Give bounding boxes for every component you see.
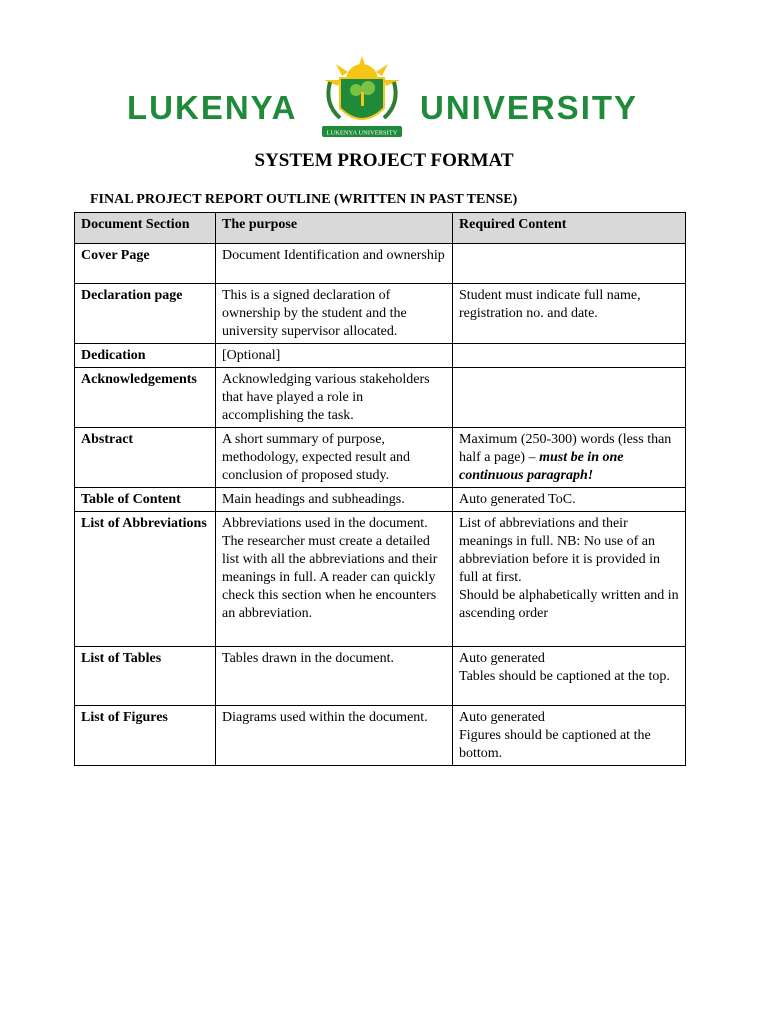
row-section: Declaration page: [75, 284, 216, 344]
row-required-content: [453, 368, 686, 428]
row-section: List of Figures: [75, 706, 216, 766]
row-section: List of Abbreviations: [75, 512, 216, 647]
row-purpose: Abbreviations used in the document. The researcher must create a detailed list with all the abbreviations and their meanings in full. A reader can quickly check this section when he encounters an abbreviation.: [216, 512, 453, 647]
row-required-content: [453, 284, 686, 344]
row-purpose: Main headings and subheadings.: [216, 488, 453, 512]
table-row: [75, 428, 686, 488]
outline-table: [74, 212, 686, 766]
required-content-text: Student must indicate full name, registration no. and date.: [459, 288, 641, 321]
required-content-emphasis: must be in one continuous paragraph!: [459, 450, 624, 483]
row-required-content: [453, 244, 686, 284]
row-purpose: Acknowledging various stakeholders that have played a role in accomplishing the task.: [216, 368, 453, 428]
logo-left-word: LUKENYA: [127, 89, 298, 126]
page-title: SYSTEM PROJECT FORMAT: [254, 150, 514, 171]
required-content-text: Auto generated ToC.: [459, 492, 576, 507]
table-row: [75, 244, 686, 284]
row-purpose: Document Identification and ownership: [216, 244, 453, 284]
row-required-content: [453, 344, 686, 368]
header-purpose: The purpose: [216, 213, 453, 244]
logo-right-word: UNIVERSITY: [420, 89, 639, 126]
required-content-text: Auto generated Figures should be captioned at the bottom.: [459, 710, 651, 761]
table-row: [75, 706, 686, 766]
row-section: Table of Content: [75, 488, 216, 512]
table-row: [75, 647, 686, 706]
table-row: [75, 512, 686, 647]
row-purpose: Tables drawn in the document.: [216, 647, 453, 706]
row-required-content: [453, 428, 686, 488]
row-required-content: [453, 706, 686, 766]
row-required-content: [453, 512, 686, 647]
row-required-content: [453, 488, 686, 512]
header-required-content: Required Content: [453, 213, 686, 244]
row-purpose: A short summary of purpose, methodology, expected result and conclusion of proposed study.: [216, 428, 453, 488]
row-section: Acknowledgements: [75, 368, 216, 428]
table-row: [75, 344, 686, 368]
crest-ribbon-text: LUKENYA UNIVERSITY: [326, 129, 398, 137]
row-section: Dedication: [75, 344, 216, 368]
row-section: Abstract: [75, 428, 216, 488]
table-row: [75, 488, 686, 512]
university-crest-icon: [306, 56, 418, 146]
row-section: Cover Page: [75, 244, 216, 284]
row-purpose: Diagrams used within the document.: [216, 706, 453, 766]
row-section: List of Tables: [75, 647, 216, 706]
required-content-text: List of abbreviations and their meanings in full. NB: No use of an abbreviation before it is provided in full at first. Should be alphabetically written and in ascending order: [459, 516, 679, 621]
page-subtitle: FINAL PROJECT REPORT OUTLINE (WRITTEN IN PAST TENSE): [90, 192, 518, 207]
header-document-section: Document Section: [75, 213, 216, 244]
table-row: [75, 284, 686, 344]
required-content-text: Auto generated Tables should be captioned at the top.: [459, 651, 670, 684]
table-header-row: [75, 213, 686, 244]
row-purpose: This is a signed declaration of ownership by the student and the university supervisor allocated.: [216, 284, 453, 344]
row-required-content: [453, 647, 686, 706]
table-row: [75, 368, 686, 428]
required-content-text: Maximum (250-300) words (less than half a page) –: [459, 432, 672, 465]
row-purpose: [Optional]: [216, 344, 453, 368]
